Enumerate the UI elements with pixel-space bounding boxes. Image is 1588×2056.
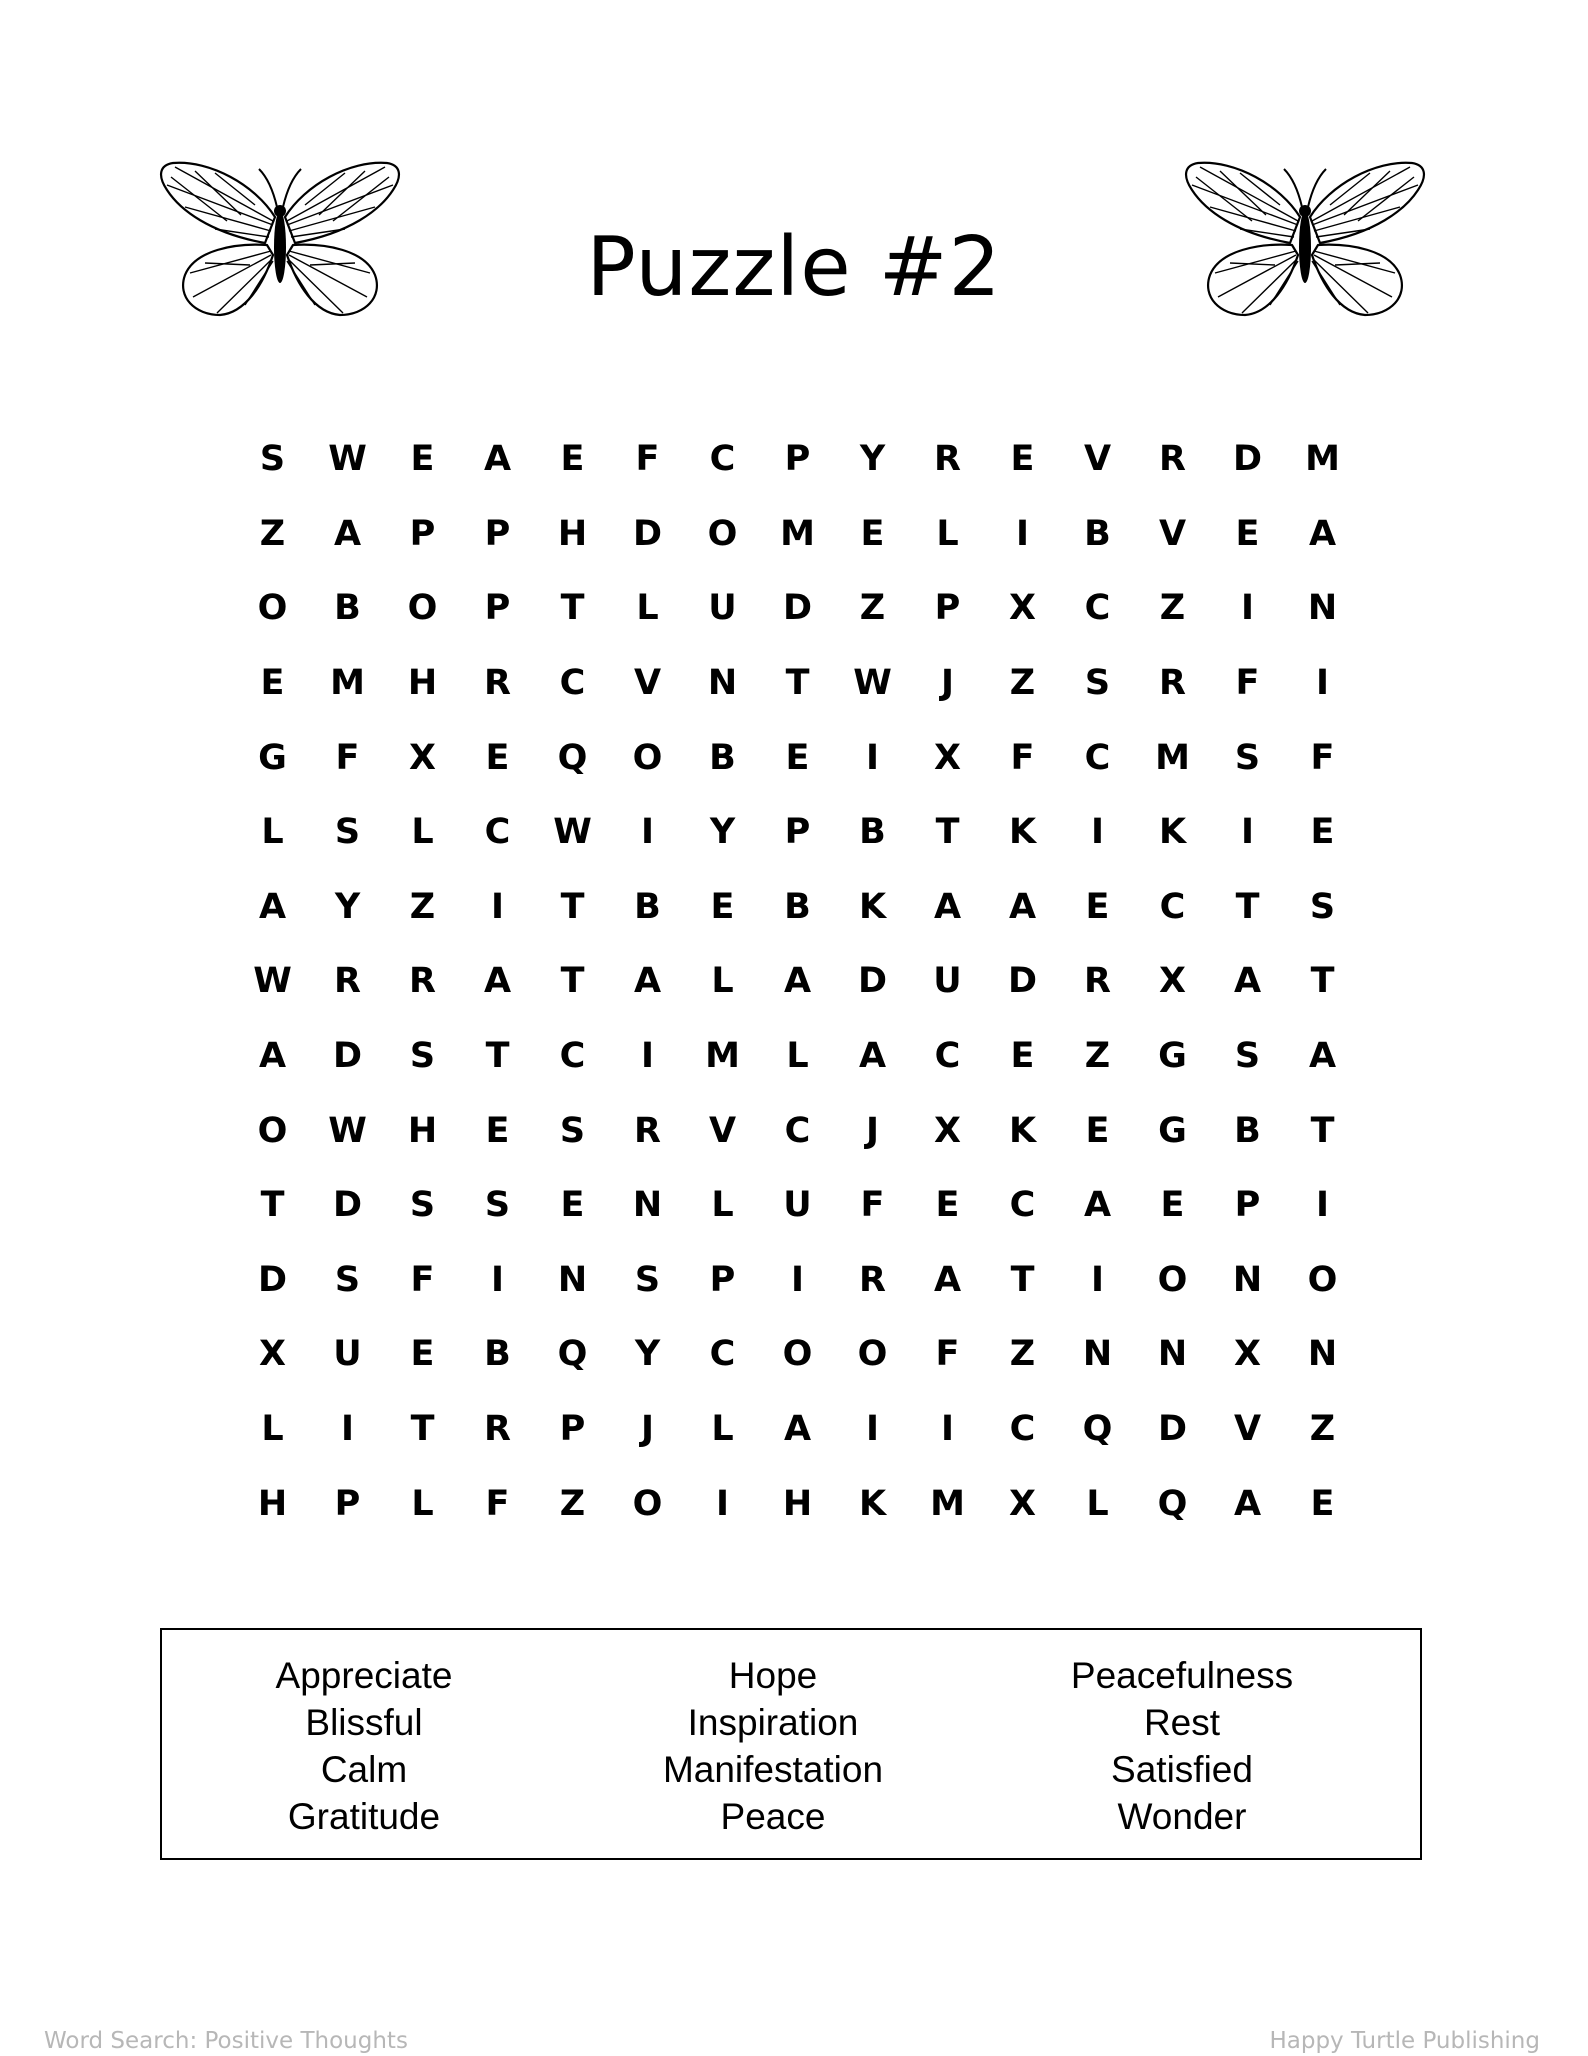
grid-letter: H	[257, 1483, 288, 1524]
grid-letter: O	[707, 513, 738, 554]
word-list-item: Inspiration	[687, 1702, 859, 1743]
grid-letter: V	[1233, 1409, 1262, 1450]
grid-letter: U	[933, 961, 962, 1002]
grid-letter: O	[257, 1110, 288, 1151]
grid-letter: A	[1233, 1483, 1262, 1524]
grid-letter: E	[1010, 1036, 1035, 1077]
word-list-column	[972, 1652, 1392, 1840]
grid-letter: G	[1158, 1110, 1187, 1151]
grid-letter: A	[783, 961, 812, 1002]
grid-letter: P	[409, 513, 436, 554]
grid-letter: L	[411, 812, 434, 853]
grid-letter: O	[782, 1334, 813, 1375]
grid-letter: H	[782, 1483, 813, 1524]
grid-letter: M	[1155, 737, 1190, 778]
letter-grid	[235, 422, 1360, 1541]
grid-letter: C	[484, 812, 511, 853]
grid-letter: W	[253, 961, 292, 1002]
grid-letter: E	[1010, 439, 1035, 480]
grid-letter: Y	[709, 812, 736, 853]
grid-letter: S	[1084, 663, 1111, 704]
grid-letter: F	[635, 439, 660, 480]
grid-letter: F	[1310, 737, 1335, 778]
grid-letter: A	[333, 513, 362, 554]
grid-letter: A	[933, 886, 962, 927]
grid-letter: D	[782, 588, 813, 629]
grid-letter: C	[1159, 886, 1186, 927]
grid-letter: X	[1009, 1483, 1036, 1524]
grid-letter: I	[640, 1036, 655, 1077]
grid-letter: S	[1234, 1036, 1261, 1077]
grid-letter: E	[1310, 1483, 1335, 1524]
grid-letter: E	[560, 439, 585, 480]
grid-letter: I	[865, 1409, 880, 1450]
grid-letter: C	[934, 1036, 961, 1077]
grid-letter: H	[407, 663, 438, 704]
grid-letter: K	[858, 886, 887, 927]
grid-letter: R	[484, 1409, 511, 1450]
grid-letter: P	[784, 439, 811, 480]
grid-letter: E	[485, 1110, 510, 1151]
grid-letter: F	[335, 737, 360, 778]
grid-letter: E	[410, 439, 435, 480]
grid-letter: C	[559, 663, 586, 704]
grid-letter: X	[1009, 588, 1036, 629]
footer-book-title: Word Search: Positive Thoughts	[44, 2028, 408, 2054]
grid-letter: L	[711, 1185, 734, 1226]
grid-letter: T	[560, 588, 585, 629]
grid-letter: I	[790, 1259, 805, 1300]
grid-letter: X	[259, 1334, 286, 1375]
grid-letter: N	[1157, 1334, 1188, 1375]
word-list-item: Manifestation	[662, 1749, 884, 1790]
grid-letter: P	[334, 1483, 361, 1524]
grid-letter: C	[1084, 737, 1111, 778]
grid-letter: A	[633, 961, 662, 1002]
grid-letter: Y	[334, 886, 361, 927]
grid-letter: K	[1008, 1110, 1037, 1151]
grid-letter: N	[1082, 1334, 1113, 1375]
grid-letter: A	[258, 886, 287, 927]
grid-letter: I	[640, 812, 655, 853]
grid-letter: L	[261, 812, 284, 853]
grid-letter: I	[715, 1483, 730, 1524]
grid-letter: F	[1235, 663, 1260, 704]
grid-letter: V	[633, 663, 662, 704]
grid-letter: R	[409, 961, 436, 1002]
grid-letter: P	[484, 513, 511, 554]
grid-letter: A	[858, 1036, 887, 1077]
grid-letter: Z	[259, 513, 286, 554]
grid-letter: O	[1307, 1259, 1338, 1300]
grid-letter: G	[1158, 1036, 1187, 1077]
grid-letter: K	[1158, 812, 1187, 853]
grid-letter: A	[783, 1409, 812, 1450]
word-list-item: Peace	[720, 1796, 826, 1837]
grid-letter: J	[865, 1110, 880, 1151]
grid-letter: O	[407, 588, 438, 629]
grid-letter: Z	[1009, 1334, 1036, 1375]
grid-letter: E	[1235, 513, 1260, 554]
grid-letter: E	[860, 513, 885, 554]
grid-letter: B	[1234, 1110, 1261, 1151]
word-list-item: Blissful	[305, 1702, 423, 1743]
grid-letter: S	[334, 1259, 361, 1300]
grid-letter: P	[559, 1409, 586, 1450]
word-list-column	[154, 1652, 574, 1840]
grid-letter: A	[483, 961, 512, 1002]
grid-letter: E	[485, 737, 510, 778]
grid-letter: B	[634, 886, 661, 927]
grid-letter: R	[934, 439, 961, 480]
grid-letter: D	[1232, 439, 1263, 480]
grid-letter: C	[1009, 1185, 1036, 1226]
grid-letter: S	[1234, 737, 1261, 778]
grid-letter: N	[557, 1259, 588, 1300]
grid-letter: Z	[409, 886, 436, 927]
grid-letter: I	[1090, 812, 1105, 853]
grid-letter: E	[410, 1334, 435, 1375]
grid-letter: Z	[1309, 1409, 1336, 1450]
grid-letter: O	[632, 1483, 663, 1524]
grid-letter: T	[485, 1036, 510, 1077]
grid-letter: D	[1157, 1409, 1188, 1450]
grid-letter: R	[1159, 439, 1186, 480]
footer-publisher: Happy Turtle Publishing	[1269, 2028, 1540, 2054]
grid-letter: N	[1307, 588, 1338, 629]
grid-letter: C	[709, 439, 736, 480]
grid-letter: T	[1310, 961, 1335, 1002]
grid-letter: X	[409, 737, 436, 778]
grid-letter: S	[409, 1185, 436, 1226]
word-list-item: Hope	[728, 1655, 818, 1696]
grid-letter: Z	[1009, 663, 1036, 704]
grid-letter: A	[1008, 886, 1037, 927]
grid-letter: I	[940, 1409, 955, 1450]
word-list-item: Wonder	[1117, 1796, 1247, 1837]
grid-letter: I	[865, 737, 880, 778]
grid-letter: Q	[1157, 1483, 1188, 1524]
grid-letter: A	[1233, 961, 1262, 1002]
grid-letter: G	[258, 737, 287, 778]
grid-letter: N	[632, 1185, 663, 1226]
grid-letter: O	[632, 737, 663, 778]
grid-letter: L	[936, 513, 959, 554]
grid-letter: D	[632, 513, 663, 554]
grid-letter: E	[710, 886, 735, 927]
grid-letter: C	[559, 1036, 586, 1077]
grid-letter: I	[1240, 588, 1255, 629]
grid-letter: S	[409, 1036, 436, 1077]
grid-letter: N	[1307, 1334, 1338, 1375]
grid-letter: N	[707, 663, 738, 704]
grid-letter: I	[490, 1259, 505, 1300]
grid-letter: A	[1308, 1036, 1337, 1077]
grid-letter: Z	[559, 1483, 586, 1524]
grid-letter: B	[859, 812, 886, 853]
page-title: Puzzle #2	[586, 220, 1002, 315]
grid-letter: J	[640, 1409, 655, 1450]
grid-letter: Z	[1084, 1036, 1111, 1077]
grid-letter: A	[258, 1036, 287, 1077]
grid-letter: M	[1305, 439, 1340, 480]
grid-letter: D	[257, 1259, 288, 1300]
grid-letter: Q	[557, 737, 588, 778]
grid-letter: D	[332, 1185, 363, 1226]
grid-letter: X	[1234, 1334, 1261, 1375]
grid-letter: X	[934, 737, 961, 778]
grid-letter: H	[557, 513, 588, 554]
grid-letter: M	[705, 1036, 740, 1077]
grid-letter: B	[784, 886, 811, 927]
grid-letter: E	[935, 1185, 960, 1226]
grid-letter: Q	[1082, 1409, 1113, 1450]
grid-letter: P	[484, 588, 511, 629]
grid-letter: R	[1084, 961, 1111, 1002]
grid-letter: U	[333, 1334, 362, 1375]
grid-letter: V	[1158, 513, 1187, 554]
word-list-item: Gratitude	[287, 1796, 441, 1837]
grid-letter: R	[859, 1259, 886, 1300]
grid-letter: W	[328, 1110, 367, 1151]
grid-letter: F	[410, 1259, 435, 1300]
grid-letter: K	[1008, 812, 1037, 853]
grid-letter: I	[1090, 1259, 1105, 1300]
grid-letter: F	[485, 1483, 510, 1524]
word-list-item: Calm	[320, 1749, 408, 1790]
grid-letter: L	[711, 1409, 734, 1450]
grid-letter: T	[1010, 1259, 1035, 1300]
grid-letter: T	[935, 812, 960, 853]
grid-letter: B	[484, 1334, 511, 1375]
grid-letter: A	[1308, 513, 1337, 554]
grid-letter: W	[853, 663, 892, 704]
word-list-box	[160, 1628, 1422, 1860]
grid-letter: P	[784, 812, 811, 853]
grid-letter: S	[634, 1259, 661, 1300]
grid-letter: R	[634, 1110, 661, 1151]
grid-letter: S	[484, 1185, 511, 1226]
grid-letter: L	[261, 1409, 284, 1450]
grid-letter: F	[1010, 737, 1035, 778]
grid-letter: V	[1083, 439, 1112, 480]
grid-letter: T	[1310, 1110, 1335, 1151]
grid-letter: M	[330, 663, 365, 704]
grid-letter: S	[1309, 886, 1336, 927]
word-list-item: Rest	[1143, 1702, 1221, 1743]
grid-letter: B	[709, 737, 736, 778]
grid-letter: I	[1315, 663, 1330, 704]
grid-letter: W	[553, 812, 592, 853]
grid-letter: N	[1232, 1259, 1263, 1300]
grid-letter: T	[1235, 886, 1260, 927]
grid-letter: Y	[859, 439, 886, 480]
grid-letter: F	[860, 1185, 885, 1226]
grid-letter: X	[1159, 961, 1186, 1002]
grid-letter: O	[257, 588, 288, 629]
grid-letter: F	[935, 1334, 960, 1375]
grid-letter: U	[708, 588, 737, 629]
grid-letter: R	[484, 663, 511, 704]
grid-letter: I	[490, 886, 505, 927]
word-list-item: Peacefulness	[1070, 1655, 1294, 1696]
grid-letter: A	[1083, 1185, 1112, 1226]
grid-letter: E	[1310, 812, 1335, 853]
grid-letter: O	[857, 1334, 888, 1375]
grid-letter: C	[1009, 1409, 1036, 1450]
grid-letter: J	[940, 663, 955, 704]
grid-letter: D	[1007, 961, 1038, 1002]
grid-letter: M	[780, 513, 815, 554]
word-list-item: Appreciate	[275, 1655, 453, 1696]
grid-letter: I	[340, 1409, 355, 1450]
grid-letter: L	[1086, 1483, 1109, 1524]
grid-letter: E	[785, 737, 810, 778]
grid-letter: H	[407, 1110, 438, 1151]
grid-letter: P	[934, 588, 961, 629]
grid-letter: D	[332, 1036, 363, 1077]
grid-letter: P	[709, 1259, 736, 1300]
grid-letter: T	[260, 1185, 285, 1226]
grid-letter: A	[933, 1259, 962, 1300]
word-list-column	[563, 1652, 983, 1840]
grid-letter: I	[1015, 513, 1030, 554]
grid-letter: B	[1084, 513, 1111, 554]
grid-letter: T	[560, 961, 585, 1002]
grid-letter: E	[1160, 1185, 1185, 1226]
grid-letter: U	[783, 1185, 812, 1226]
grid-letter: A	[483, 439, 512, 480]
grid-letter: T	[410, 1409, 435, 1450]
grid-letter: Y	[634, 1334, 661, 1375]
grid-letter: E	[260, 663, 285, 704]
grid-letter: R	[1159, 663, 1186, 704]
grid-letter: L	[636, 588, 659, 629]
grid-letter: S	[559, 1110, 586, 1151]
grid-letter: K	[858, 1483, 887, 1524]
grid-letter: P	[1234, 1185, 1261, 1226]
grid-letter: W	[328, 439, 367, 480]
grid-letter: E	[1085, 886, 1110, 927]
grid-letter: T	[785, 663, 810, 704]
grid-letter: Z	[859, 588, 886, 629]
grid-letter: S	[334, 812, 361, 853]
grid-letter: O	[1157, 1259, 1188, 1300]
word-list-item: Satisfied	[1111, 1749, 1253, 1790]
grid-letter: D	[857, 961, 888, 1002]
grid-letter: L	[411, 1483, 434, 1524]
grid-letter: I	[1240, 812, 1255, 853]
grid-letter: M	[930, 1483, 965, 1524]
grid-letter: Z	[1159, 588, 1186, 629]
grid-letter: X	[934, 1110, 961, 1151]
grid-letter: C	[784, 1110, 811, 1151]
grid-letter: E	[560, 1185, 585, 1226]
grid-letter: R	[334, 961, 361, 1002]
grid-letter: T	[560, 886, 585, 927]
grid-letter: C	[1084, 588, 1111, 629]
grid-letter: I	[1315, 1185, 1330, 1226]
grid-letter: S	[259, 439, 286, 480]
grid-letter: V	[708, 1110, 737, 1151]
grid-letter: Q	[557, 1334, 588, 1375]
grid-letter: L	[786, 1036, 809, 1077]
grid-letter: C	[709, 1334, 736, 1375]
grid-letter: L	[711, 961, 734, 1002]
grid-letter: E	[1085, 1110, 1110, 1151]
grid-letter: B	[334, 588, 361, 629]
